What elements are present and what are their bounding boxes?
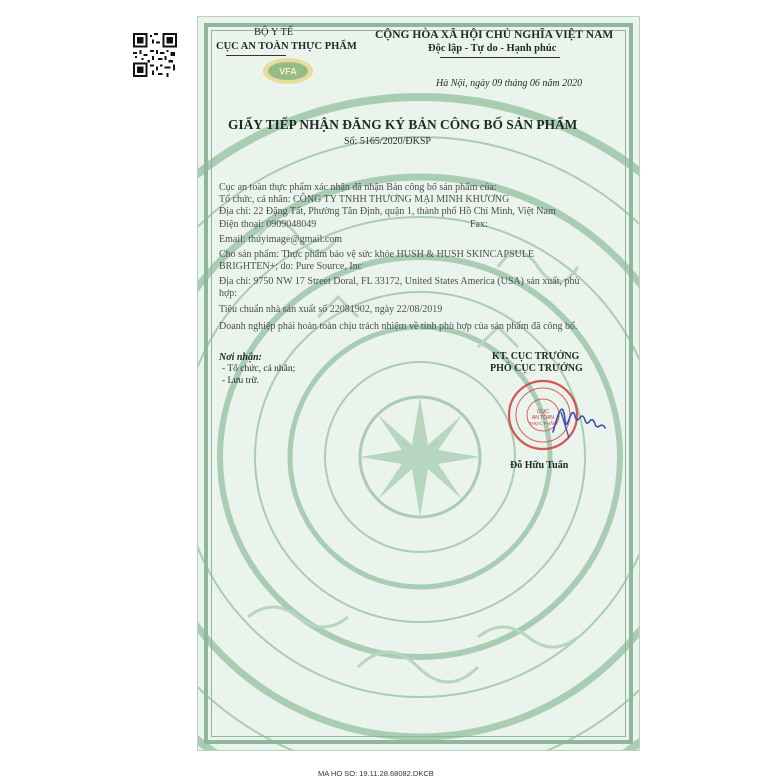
body-line: Tổ chức, cá nhân: CÔNG TY TNHH THƯƠNG MẠI MINH KHƯƠNG xyxy=(219,194,510,205)
svg-text:CỤC: CỤC xyxy=(537,409,549,415)
vfa-logo xyxy=(262,57,314,85)
national-motto: Độc lập - Tự do - Hạnh phúc xyxy=(428,43,557,54)
body-line: Tiêu chuẩn nhà sản xuất số 22081902, ngày 22/08/2019 xyxy=(219,304,443,315)
body-line: Cho sản phẩm: Thực phẩm bảo vệ sức khỏe HUSH & HUSH SKINCAPSULE xyxy=(219,249,535,260)
issue-date: Hà Nội, ngày 09 tháng 06 năm 2020 xyxy=(436,78,583,89)
dossier-code: MA HO SO: 19.11.28.68082.DKCB xyxy=(318,769,434,778)
ministry-name: BỘ Y TẾ xyxy=(254,27,294,38)
handwritten-signature xyxy=(545,390,615,450)
signer-title-line1: KT. CỤC TRƯỞNG xyxy=(492,351,580,362)
body-line: Doanh nghiệp phải hoàn toàn chịu trách nhiệm về tính phù hợp của sản phẩm đã công bố. xyxy=(219,321,578,332)
signer-title-line2: PHÓ CỤC TRƯỞNG xyxy=(490,363,583,374)
body-line: BRIGHTEN+; do: Pure Source, Inc xyxy=(219,261,363,272)
logo-text: VFA xyxy=(279,66,297,77)
body-line: Địa chỉ: 22 Đặng Tất, Phường Tân Định, quận 1, thành phố Hồ Chí Minh, Việt Nam xyxy=(219,206,556,217)
qr-code xyxy=(133,33,177,77)
body-line: Địa chỉ: 9750 NW 17 Street Doral, FL 33172, United States America (USA) sản xuất, phù xyxy=(219,276,580,287)
document-title: GIẤY TIẾP NHẬN ĐĂNG KÝ BẢN CÔNG BỐ SẢN PHẨM xyxy=(228,117,578,132)
fax-label: Fax: xyxy=(470,219,488,230)
recipients-heading: Nơi nhận: xyxy=(219,352,262,363)
body-line: Cục an toàn thực phẩm xác nhận đã nhận Bản công bố sản phẩm của: xyxy=(219,182,497,193)
motto-underline xyxy=(440,57,560,58)
recipient-item: - Tổ chức, cá nhân; xyxy=(222,364,296,374)
agency-underline xyxy=(226,55,286,56)
body-line: Điện thoại: 0909048049 xyxy=(219,219,317,230)
svg-text:THỰC PHẨM: THỰC PHẨM xyxy=(529,421,557,426)
body-line: hợp: xyxy=(219,288,238,299)
agency-name: CỤC AN TOÀN THỰC PHẨM xyxy=(216,41,357,52)
body-line: Email: thuyimage@gmail.com xyxy=(219,234,343,245)
document-number: Số: 5165/2020/ĐKSP xyxy=(344,136,431,147)
signer-name: Đỗ Hữu Tuấn xyxy=(510,460,569,471)
republic-name: CỘNG HÒA XÃ HỘI CHỦ NGHĨA VIỆT NAM xyxy=(375,29,614,41)
recipient-item: - Lưu trữ. xyxy=(222,376,259,386)
svg-text:AN TOÀN: AN TOÀN xyxy=(531,415,555,421)
